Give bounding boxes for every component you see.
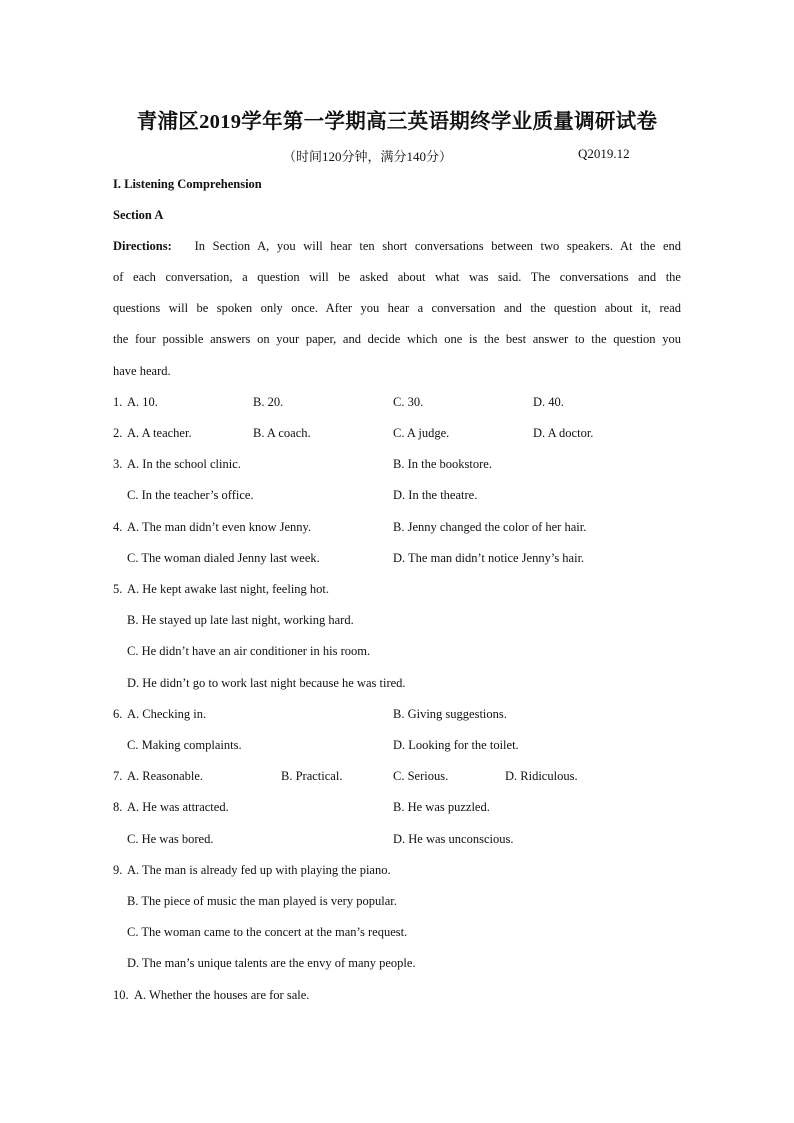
option-c: C. The woman dialed Jenny last week. — [127, 551, 320, 565]
part-heading: I. Listening Comprehension — [113, 177, 262, 191]
option-a: A. Whether the houses are for sale. — [134, 988, 310, 1002]
option-d: D. He didn’t go to work last night because he was tired. — [127, 676, 406, 690]
directions-text-4: the four possible answers on your paper, and decide which one is the best answer to the question you — [113, 332, 681, 346]
option-b: B. He stayed up late last night, working hard. — [127, 613, 354, 627]
option-a: A. He was attracted. — [127, 800, 229, 814]
option-d: D. He was unconscious. — [393, 832, 514, 846]
option-b: B. He was puzzled. — [393, 800, 490, 814]
question-number: 5. — [113, 582, 123, 596]
option-d: D. In the theatre. — [393, 488, 478, 502]
question-number: 8. — [113, 800, 123, 814]
section-heading: Section A — [113, 208, 164, 222]
directions-text-2: of each conversation, a question will be asked about what was said. The conversations and the — [113, 270, 681, 284]
option-d: D. A doctor. — [533, 426, 594, 440]
option-c: C. Serious. — [393, 769, 449, 783]
option-d: D. Looking for the toilet. — [393, 738, 519, 752]
question-number: 7. — [113, 769, 123, 783]
option-a: A. The man didn’t even know Jenny. — [127, 520, 312, 534]
option-b: B. Practical. — [281, 769, 343, 783]
question-number: 3. — [113, 457, 123, 471]
option-b: B. Jenny changed the color of her hair. — [393, 520, 587, 534]
option-b: B. The piece of music the man played is very popular. — [127, 894, 397, 908]
question-number: 4. — [113, 520, 123, 534]
option-b: B. A coach. — [253, 426, 311, 440]
option-d: D. 40. — [533, 395, 564, 409]
option-a: A. He kept awake last night, feeling hot. — [127, 582, 330, 596]
option-a: A. The man is already fed up with playing the piano. — [127, 863, 391, 877]
option-c: C. In the teacher’s office. — [127, 488, 254, 502]
question-number: 6. — [113, 707, 123, 721]
option-c: C. He was bored. — [127, 832, 214, 846]
option-a: A. A teacher. — [127, 426, 192, 440]
directions-text-1: In Section A, you will hear ten short conversations between two speakers. At the end — [194, 239, 681, 253]
time-info: （时间120分钟，满分140分） — [283, 149, 453, 164]
option-a: A. Checking in. — [127, 707, 207, 721]
option-c: C. A judge. — [393, 426, 450, 440]
question-number: 1. — [113, 395, 123, 409]
directions-text-3: questions will be spoken only once. After you hear a conversation and the question about it, read — [113, 301, 681, 315]
paper-code: Q2019.12 — [578, 146, 630, 161]
option-c: C. Making complaints. — [127, 738, 242, 752]
question-number: 10. — [113, 988, 129, 1002]
option-c: C. He didn’t have an air conditioner in his room. — [127, 644, 371, 658]
option-a: A. 10. — [127, 395, 158, 409]
directions-label: Directions: — [113, 239, 172, 253]
page-title: 青浦区2019学年第一学期高三英语期终学业质量调研试卷 — [136, 111, 658, 133]
option-c: C. The woman came to the concert at the man’s request. — [127, 925, 408, 939]
option-a: A. In the school clinic. — [127, 457, 241, 471]
question-number: 2. — [113, 426, 123, 440]
option-a: A. Reasonable. — [127, 769, 204, 783]
option-b: B. Giving suggestions. — [393, 707, 507, 721]
directions-text-5: have heard. — [113, 364, 171, 378]
option-b: B. In the bookstore. — [393, 457, 492, 471]
option-c: C. 30. — [393, 395, 424, 409]
question-number: 9. — [113, 863, 123, 877]
option-d: D. Ridiculous. — [505, 769, 578, 783]
option-b: B. 20. — [253, 395, 284, 409]
option-d: D. The man’s unique talents are the envy of many people. — [127, 956, 416, 970]
option-d: D. The man didn’t notice Jenny’s hair. — [393, 551, 585, 565]
